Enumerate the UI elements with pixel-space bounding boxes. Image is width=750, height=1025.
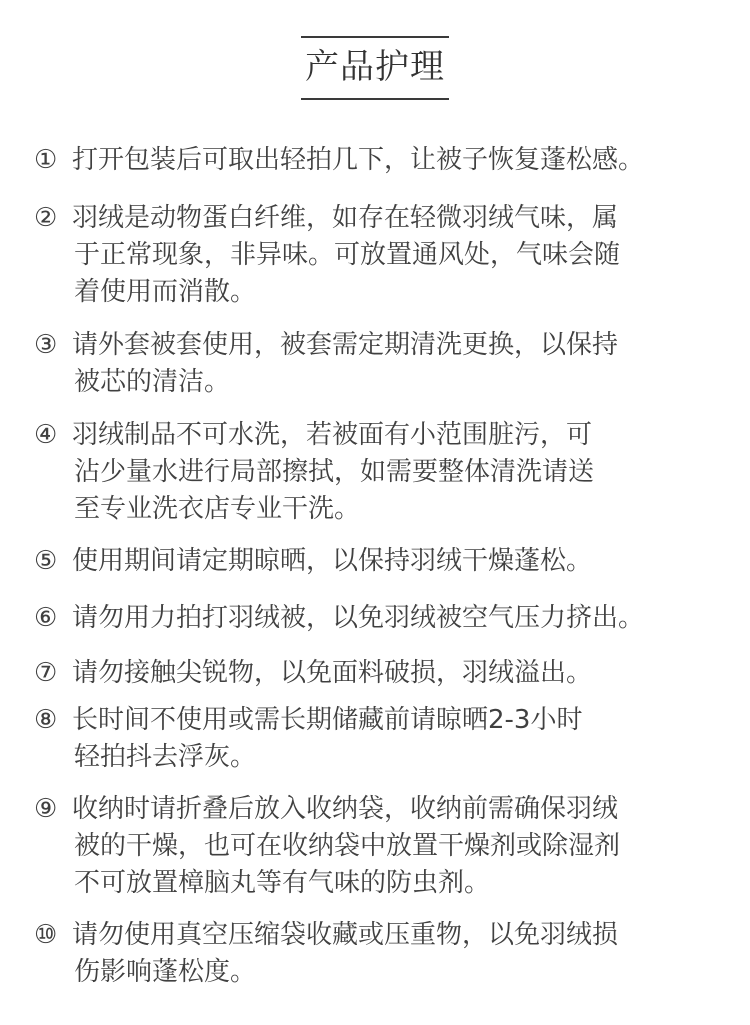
care-item-text: 着使用而消散。 xyxy=(74,277,257,307)
care-item-line xyxy=(34,454,734,491)
care-item-text: 使用期间请定期晾晒，以保持羽绒干燥蓬松。 xyxy=(72,546,593,576)
care-item-line xyxy=(34,917,734,954)
care-item-line xyxy=(34,739,734,776)
care-item xyxy=(34,917,734,991)
care-item-line xyxy=(34,791,734,828)
care-item-line xyxy=(34,828,734,865)
care-item-line xyxy=(34,491,734,528)
care-item-text: 被芯的清洁。 xyxy=(74,367,231,397)
care-item xyxy=(34,655,734,692)
care-item-number: ⑧ xyxy=(34,705,58,735)
care-item-number: ⑤ xyxy=(34,546,58,576)
care-item-text: 打开包装后可取出轻拍几下，让被子恢复蓬松感。 xyxy=(72,145,645,175)
care-item-line xyxy=(34,543,734,580)
care-item-line xyxy=(34,364,734,401)
care-item-number: ④ xyxy=(34,420,58,450)
care-item-line xyxy=(34,600,734,637)
care-item-line xyxy=(34,702,734,739)
care-item xyxy=(34,600,734,637)
care-item-text: 收纳时请折叠后放入收纳袋，收纳前需确保羽绒 xyxy=(72,794,619,824)
care-item-number: ⑩ xyxy=(34,920,58,950)
care-item-text: 被的干燥，也可在收纳袋中放置干燥剂或除湿剂 xyxy=(74,831,621,861)
care-item-text: 沾少量水进行局部擦拭，如需要整体清洗请送 xyxy=(74,457,595,487)
care-item xyxy=(34,417,734,528)
care-item-line xyxy=(34,327,734,364)
care-item-line xyxy=(34,655,734,692)
care-item-line xyxy=(34,237,734,274)
care-item-number: ① xyxy=(34,145,58,175)
care-item-text: 至专业洗衣店专业干洗。 xyxy=(74,494,361,524)
care-item-text: 伤影响蓬松度。 xyxy=(74,957,257,987)
care-item-number: ⑦ xyxy=(34,658,58,688)
care-item-number: ② xyxy=(34,203,58,233)
care-item-text: 请外套被套使用，被套需定期清洗更换，以保持 xyxy=(72,330,619,360)
care-item-line xyxy=(34,274,734,311)
care-item-number: ⑨ xyxy=(34,794,58,824)
care-item-line xyxy=(34,954,734,991)
care-item-number: ③ xyxy=(34,330,58,360)
care-item-text: 不可放置樟脑丸等有气味的防虫剂。 xyxy=(74,868,491,898)
care-item-number: ⑥ xyxy=(34,603,58,633)
care-item-line xyxy=(34,417,734,454)
care-item xyxy=(34,702,734,776)
page-title: 产品护理 xyxy=(301,36,449,100)
care-item-line xyxy=(34,865,734,902)
care-item-text: 羽绒制品不可水洗，若被面有小范围脏污，可 xyxy=(72,420,593,450)
care-item xyxy=(34,791,734,902)
care-item-text: 请勿使用真空压缩袋收藏或压重物，以免羽绒损 xyxy=(72,920,619,950)
care-item-text: 请勿接触尖锐物，以免面料破损，羽绒溢出。 xyxy=(72,658,593,688)
care-item-text: 羽绒是动物蛋白纤维，如存在轻微羽绒气味，属 xyxy=(72,203,619,233)
care-item-text: 轻拍抖去浮灰。 xyxy=(74,742,257,772)
care-item-text: 长时间不使用或需长期储藏前请晾晒2-3小时 xyxy=(72,705,583,735)
care-item-line xyxy=(34,142,734,179)
care-item-line xyxy=(34,200,734,237)
care-item-text: 请勿用力拍打羽绒被，以免羽绒被空气压力挤出。 xyxy=(72,603,645,633)
title-wrap xyxy=(0,36,750,100)
care-item xyxy=(34,200,734,311)
care-item xyxy=(34,142,734,179)
care-item xyxy=(34,327,734,401)
care-item-text: 于正常现象，非异味。可放置通风处，气味会随 xyxy=(74,240,621,270)
care-item xyxy=(34,543,734,580)
